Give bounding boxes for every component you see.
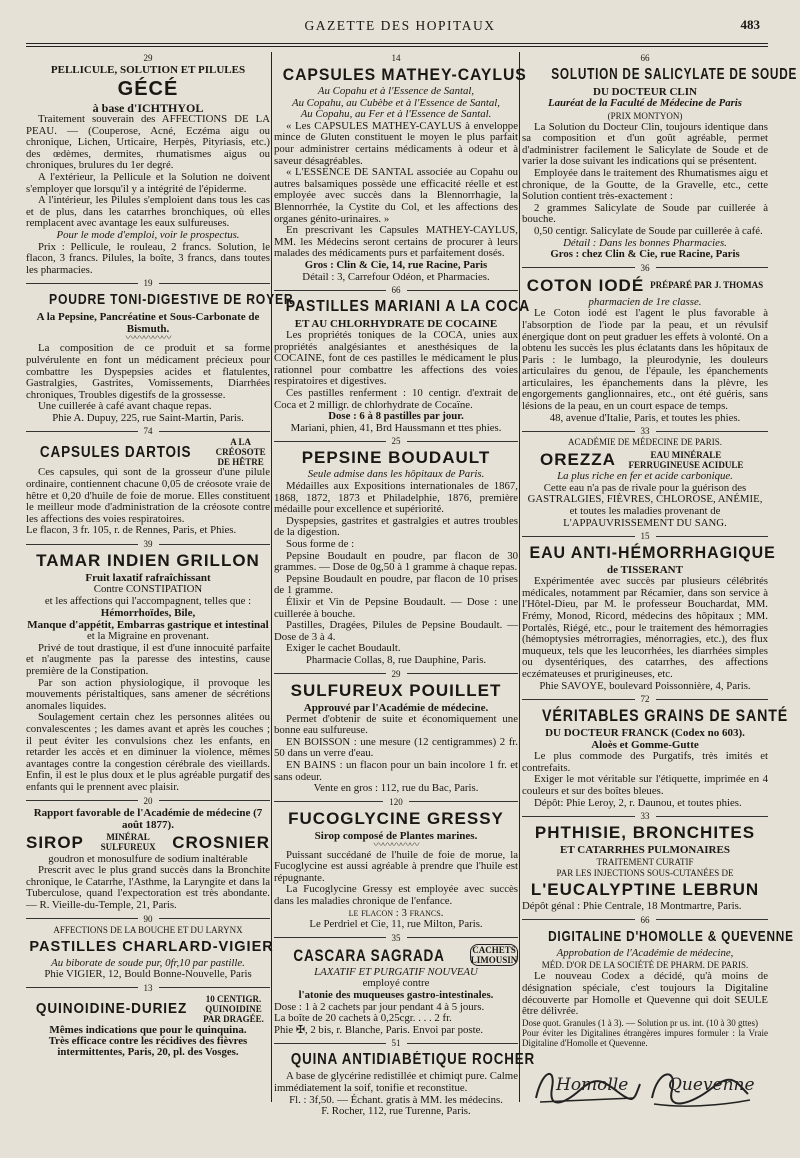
ad-text: Ces capsules, qui sont de la grosseur d'une pilule ordinaire, contiennent chacune 0,05 de créosote vraie de hêtre et 0,20 d'huile de foie de morue. Elles constituent le meilleur mode d'administration de la créosote contre les affections des voies respiratoires. <box>26 466 270 525</box>
ad-title: SIROP <box>26 832 84 852</box>
ad-text: En prescrivant les Capsules MATHEY-CAYLUS, MM. les Médecins seront certains de procurer à leurs malades des médicaments purs et parfaitement dosés. <box>274 224 518 260</box>
signatures-image <box>522 1054 758 1116</box>
ad-separator: 66 <box>522 915 768 925</box>
ad-side-note: A LA CRÉOSOTE DE HÊTRE <box>215 437 266 468</box>
ad-text: Contre CONSTIPATION <box>93 583 203 596</box>
ad-text: F. Rocher, 112, rue Turenne, Paris. <box>321 1105 471 1118</box>
ad-separator: 90 <box>26 914 270 924</box>
ad-tamar-indien <box>26 551 270 794</box>
ad-separator: 72 <box>522 694 768 704</box>
ad-text: Détail : Dans les bonnes Pharmacies. <box>563 236 727 249</box>
ad-text: Dose quot. Granules (1 à 3). — Solution pr us. int. (10 à 30 gttes) <box>522 1017 758 1028</box>
ad-separator: 35 <box>274 933 518 943</box>
ad-pretitle: AFFECTIONS DE LA BOUCHE ET DU LARYNX <box>53 924 243 935</box>
ad-text: Au Copahu, au Fer et à l'Essence de Santal. <box>300 108 492 121</box>
ad-pretitle: PELLICULE, SOLUTION ET PILULES <box>50 64 246 76</box>
wave-ornament: 〰〰〰〰〰 <box>373 839 419 851</box>
ad-text: Phie A. Dupuy, 225, rue Saint-Martin, Paris. <box>52 411 244 424</box>
signature-quevenne: Quevenne <box>668 1074 755 1095</box>
ad-cascara-sagrada <box>274 944 518 1037</box>
ad-text: 0,50 centigr. Salicylate de Soude par cuillerée à café. <box>534 224 763 237</box>
ad-text: Dyspepsies, gastrites et gastralgies et autres troubles de la digestion. <box>274 514 518 539</box>
ad-coton-iode <box>522 274 768 425</box>
ad-text: Pour éviter les Digitalines étrangères impures formuler : la Vraie Digitaline d'Homolle et Quevenne. <box>522 1027 768 1048</box>
ad-text: Permet d'obtenir de suite et économiquement une bonne eau sulfureuse. <box>274 712 518 737</box>
ad-text: Pharmacie Collas, 8, rue Dauphine, Paris. <box>305 653 487 666</box>
ad-text: Aloès et Gomme-Gutte <box>591 739 699 752</box>
column-2 <box>274 52 536 1150</box>
ad-grains-franck <box>522 706 789 809</box>
ad-text: Au Copahu et à l'Essence de Santal, <box>317 85 475 97</box>
ad-title: CROSNIER <box>172 832 270 852</box>
ad-number: 66 <box>640 53 650 63</box>
ad-separator: 51 <box>274 1038 518 1048</box>
ad-text: Approbation de l'Académie de médecine, <box>556 946 734 959</box>
header-rule-top <box>26 43 768 44</box>
ad-text: Seule admise dans les hôpitaux de Paris. <box>307 468 485 481</box>
ad-title: GÉCÉ <box>117 78 179 100</box>
ad-text: « L'ESSENCE DE SANTAL associée au Copahu ou autres balsamiques possède une efficacité réelle et est employée avec succès dans la Blennorrhagie, la Blennorrhée, la Cystite du Col, et les affections des organes génito-urinaires. » <box>274 166 518 225</box>
ad-text: TRAITEMENT CURATIF <box>596 857 694 868</box>
ad-title: CASCARA SAGRADA <box>293 945 445 965</box>
ad-pastilles-mariani <box>274 297 531 434</box>
header-rule-bottom <box>26 46 768 47</box>
ad-text: Le nouveau Codex a décidé, qu'à moins de désignation spéciale, c'est toujours la Digitaline découverte par Homolle et Quevenne qui doit SEULE être délivrée. <box>522 970 768 1018</box>
ad-separator: 120 <box>274 797 518 807</box>
ad-text: Pour le mode d'emploi, voir le prospectus. <box>56 228 240 241</box>
ad-sirop-crosnier <box>26 807 270 912</box>
ad-gece <box>26 53 270 276</box>
ad-subtitle: DU DOCTEUR CLIN <box>593 86 697 98</box>
ad-text: Élixir et Vin de Pepsine Boudault. — Dose : une cuillerée à bouche. <box>274 595 518 620</box>
ad-text: Dose : 6 à 8 pastilles par jour. <box>328 410 464 423</box>
ad-text: Au biborate de soude pur, 0fr,10 par pastille. <box>51 956 245 969</box>
ad-separator: 19 <box>26 278 270 288</box>
ad-separator: 33 <box>522 811 768 821</box>
ad-separator: 13 <box>26 983 270 993</box>
ad-capsules-dartois <box>26 437 270 537</box>
ad-text: Vente en gros : 112, rue du Bac, Paris. <box>313 782 479 795</box>
ad-orezza <box>522 437 768 529</box>
ad-text: A l'intérieur, les Pilules s'emploient dans tous les cas et de plus, dans les catarrhes bronchiques, où elles remplacent avec avantage les eaux sulfureuses. <box>26 194 270 230</box>
ad-title: SULFUREUX POUILLET <box>290 680 502 700</box>
ad-subtitle: à base d'ICHTHYOL <box>92 101 204 115</box>
ad-text: La Fucoglycine Gressy est employée avec succès dans les maladies chronique de l'enfance. <box>274 883 518 908</box>
page-number: 483 <box>740 17 760 32</box>
ad-number: 29 <box>143 53 153 63</box>
ad-text: Phie ✠, 2 bis, r. Blanche, Paris. Envoi par poste. <box>274 1023 484 1036</box>
ad-text: Lauréat de la Faculté de Médecine de Paris <box>547 97 742 109</box>
ad-separator: 15 <box>522 531 768 541</box>
ad-text: Par son action physiologique, il provoque les mouvements péristaltiques, sans amener de sécrétions anomales liquides. <box>26 676 270 712</box>
ad-text: Ces pastilles renferment : 10 centigr. d'extrait de Coca et 2 milligr. de chlorhydrate de Cocaïne. <box>274 387 518 411</box>
ad-mathey-caylus <box>274 53 527 283</box>
wave-ornament: 〰〰〰〰〰 <box>125 333 171 345</box>
ad-text: Dose : 1 à 2 cachets par jour pendant 4 à 5 jours. <box>274 1000 485 1013</box>
ad-text: Employée dans le traitement des Rhumatismes aigu et chronique, de la Goutte, de la Gravelle, etc., cette Solution contient très-exactement : <box>522 166 768 203</box>
ad-charlard-vigier <box>26 924 274 981</box>
ad-title: FUCOGLYCINE GRESSY <box>288 808 504 828</box>
ad-text: Détail : 3, Carrefour Odéon, et Pharmacies. <box>302 270 490 283</box>
ad-poudre-royer <box>26 290 294 424</box>
ad-pretitle: Rapport favorable de l'Académie de médecine (7 août 1877). <box>33 806 263 831</box>
ad-subtitle: de TISSERANT <box>607 564 683 577</box>
ad-text: EN BOISSON : une mesure (12 centigrammes) 2 fr. 50 dans un verre d'eau. <box>274 735 518 760</box>
ad-title: CAPSULES DARTOIS <box>39 443 192 461</box>
ad-side-note: PRÉPARÉ PAR J. THOMAS <box>650 280 764 291</box>
ad-text: GASTRALGIES, FIÈVRES, CHLOROSE, ANÉMIE, <box>527 493 763 506</box>
ad-text: L'APPAUVRISSEMENT DU SANG. <box>563 516 727 529</box>
ad-solution-clin <box>522 53 798 261</box>
ad-separator: 20 <box>26 796 270 806</box>
ad-side-note: CACHETS LIMOUSIN <box>470 945 518 966</box>
ad-text: Expérimentée avec succès par plusieurs célébrités médicales, notamment par Récamier, dans son service à l'Hôtel-Dieu, par M. le professeur Bouchardat, MM. Frémy, Monod, Ricord, médecins des hôpitaux ; MM. Portalès, Riégé, etc., pour le traitement des hémorragies (hémoptysies métrorragies, ménorragies, etc.), des flux muqueux, tels que les leucorrhées, les diarrhées simples ou dysentériques, des catarrhes, des affections eczémateuses et prurigineuses, etc. <box>522 575 768 680</box>
ad-eau-tisserant <box>522 543 776 692</box>
ad-separator: 25 <box>274 436 518 446</box>
ad-text: Au Copahu, au Cubèbe et à l'Essence de Santal, <box>291 96 500 109</box>
ad-text: Prescrit avec le plus grand succès dans la Bronchite chronique, le Catarrhe, l'Asthme, la Laryngite et dans la Tuberculose, quand l'expectoration est très abondante. — R. Vieille-du-Temple, 21, Paris. <box>26 864 270 911</box>
ad-subtitle: Sirop composé de Plantes marines. <box>314 829 478 842</box>
column-3 <box>522 52 798 1150</box>
ad-subtitle: ET CATARRHES PULMONAIRES <box>560 844 730 857</box>
ad-text: Manque d'appétit, Embarras gastrique et intestinal <box>27 619 269 632</box>
ad-text: A base de glycérine redistillée et chimiqt pure. Calme immédiatement la soif, tonifie et reconstitue. <box>274 1070 518 1094</box>
ad-subtitle: Fruit laxatif rafraîchissant <box>85 572 211 585</box>
ad-text: (PRIX MONTYON) <box>607 110 683 121</box>
column-divider-2 <box>519 52 520 1102</box>
ad-pepsine-boudault <box>274 448 518 666</box>
ad-separator: 29 <box>274 669 518 679</box>
ad-text: Une cuillerée à café avant chaque repas. <box>38 400 212 413</box>
ad-separator: 39 <box>26 539 270 549</box>
ad-text: Gros : chez Clin & Cie, rue Racine, Paris <box>550 248 740 261</box>
ad-text: MÉD. D'OR DE LA SOCIÉTÉ DE PHARM. DE PARIS. <box>541 960 749 971</box>
ad-text: Pepsine Boudault en poudre, par flacon de 30 grammes. — Dose de 0g,50 à 1 gramme à chaque repas. <box>274 549 518 574</box>
ad-text: Pepsine Boudault en poudre, par flacon de 10 prises de 1 gramme. <box>274 572 518 597</box>
ad-title: QUINOIDINE-DURIEZ <box>35 1000 187 1018</box>
ad-text: Gros : Clin & Cie, 14, rue Racine, Paris <box>304 258 488 271</box>
ad-text: Exiger le cachet Boudault. <box>286 642 401 655</box>
ad-text: Le flacon, 3 fr. 105, r. de Rennes, Paris, et Phies. <box>26 524 237 537</box>
ad-fucoglycine-gressy <box>274 809 518 931</box>
ad-text: Le Coton iodé est l'agent le plus favorable à l'absorption de l'iode par la peau, et un révulsif énergique dont on peut graduer les effets à volonté. On a obtenu les succès les plus éclatants dans les hôpitaux de Paris : le lumbago, la pleurodynie, les douleurs articulaires du genou, de l'épaule, les épanchements articulaires, les épanchements dans la plèvre, les engorgements ganglionnaires, etc., ont été guéris, sans lésions de la peau, en un court espace de temps. <box>522 307 768 413</box>
page-header <box>0 0 800 46</box>
ad-eucalyptine-lebrun <box>522 823 768 913</box>
ad-title: OREZZA <box>540 450 616 470</box>
ad-text: PAR LES INJECTIONS SOUS-CUTANÉES DE <box>556 868 734 879</box>
ad-side-note: EAU MINÉRALE FERRUGINEUSE ACIDULE <box>628 449 744 470</box>
ad-text: Fl. : 3f,50. — Échant. gratis à MM. les médecins. <box>289 1093 503 1106</box>
ad-text: Phie SAVOYE, boulevard Poissonnière, 4, Paris. <box>539 679 751 692</box>
ad-text: Puissant succédané de l'huile de foie de morue, la Fucoglycine est aussi agréable à prendre que l'huile est répugnante. <box>274 848 518 884</box>
ad-separator: 36 <box>522 263 768 273</box>
ad-text: employé contre <box>362 977 430 990</box>
ad-text: Traitement souverain des AFFECTIONS DE LA PEAU. — (Couperose, Acné, Eczéma aigu ou chronique, Lichen, Urticaire, Herpès, Pityriasis, etc.) des œdèmes, dermites, rhumatismes aigus ou chroniques, brulures du 1er degré. <box>26 113 270 172</box>
ad-text: LAXATIF ET PURGATIF NOUVEAU <box>314 965 478 978</box>
ad-text: Hémorrhoïdes, Bile, <box>100 607 196 620</box>
ad-title: SOLUTION DE SALICYLATE DE SOUDE <box>551 66 798 83</box>
ad-subtitle: A la Pepsine, Pancréatine et Sous-Carbonate de Bismuth. <box>36 311 260 336</box>
ad-text: l'atonie des muqueuses gastro-intestinales. <box>298 989 494 1002</box>
journal-title: GAZETTE DES HOPITAUX <box>304 18 496 33</box>
ad-side-note: 10 CENTIGR. QUINOIDINE PAR DRAGÉE. <box>203 993 264 1024</box>
ad-title: QUINA ANTIDIABÉTIQUE ROCHER <box>290 1051 536 1069</box>
ad-text: EN BAINS : un flacon pour un bain incolore 1 fr. et sans odeur. <box>274 758 518 783</box>
ad-text: Très efficace contre les récidives des fièvres intermittentes, Paris, 20, pl. des Vosges. <box>48 1034 248 1059</box>
ad-text: Sous forme de : <box>286 538 355 550</box>
ad-title: PASTILLES MARIANI A LA COCA <box>285 298 531 316</box>
ad-text: Mêmes indications que pour le quinquina. <box>49 1023 247 1036</box>
ad-text: goudron et monosulfure de sodium inaltérable <box>48 852 248 865</box>
ad-text: Le plus commode des Purgatifs, très imités et contrefaits. <box>522 750 768 774</box>
ad-text: La plus riche en fer et acide carbonique. <box>557 470 733 483</box>
ad-pretitle: ACADÉMIE DE MÉDECINE DE PARIS. <box>568 437 722 448</box>
ad-subtitle: Approuvé par l'Académie de médecine. <box>303 701 489 714</box>
ad-text: Mariani, phien, 41, Brd Haussmann et ttes phies. <box>290 421 502 434</box>
ad-separator: 33 <box>522 426 768 436</box>
ad-title: PHTHISIE, BRONCHITES <box>534 823 756 843</box>
ad-text: La Solution du Docteur Clin, toujours identique dans sa composition et d'un goût agréable, permet d'administrer facilement le Salicylate de Soude et de varier la dose suivant les indications qui se présentent. <box>522 120 768 168</box>
ad-text: Prix : Pellicule, le rouleau, 2 francs. Solution, le flacon, 3 francs. Pilules, la boîte, 3 francs, dans toutes les pharmacies. <box>26 240 270 276</box>
ad-text: « Les CAPSULES MATHEY-CAYLUS à enveloppe mince de Gluten constituent le moyen le plus parfait pour administrer certains médicaments à odeur et à saveur désagréables. <box>274 119 518 167</box>
ad-text: Dépôt: Phie Leroy, 2, r. Daunou, et toutes phies. <box>534 796 742 809</box>
ad-text: Le Perdriel et Cie, 11, rue Milton, Paris. <box>309 918 483 931</box>
ad-text: A l'extérieur, la Pellicule et la Solution ne doivent s'employer que lorsqu'il y a intégrité de l'épiderme. <box>26 170 270 195</box>
ad-title: PEPSINE BOUDAULT <box>301 448 491 468</box>
ad-title: VÉRITABLES GRAINS DE SANTÉ <box>542 706 789 726</box>
ad-sulfureux-pouillet <box>274 681 518 795</box>
ad-title: POUDRE TONI-DIGESTIVE DE ROYER <box>49 291 294 309</box>
ad-text: Les propriétés toniques de la COCA, unies aux propriétés analgésiantes et anesthésiques de la COCAINE, font de ces pastilles le médicament le plus rationnel pour combattre les affections des voies respiratoires et digestives. <box>274 329 518 388</box>
ad-text: 2 grammes Salicylate de Soude par cuillerée à bouche. <box>522 201 768 226</box>
ad-text: et toutes les maladies provenant de <box>569 505 721 518</box>
ad-title: COTON IODÉ <box>526 275 645 295</box>
ad-separator: 66 <box>274 285 518 295</box>
ad-text: 48, avenue d'Italie, Paris, et toutes les phies. <box>549 411 741 424</box>
ad-title: L'EUCALYPTINE LEBRUN <box>530 880 760 900</box>
ad-text: Privé de tout drastique, il est d'une innocuité parfaite et n'augmente pas la paresse des intestins, cause première de la Constipation. <box>26 641 270 677</box>
ad-text: pharmacien de 1re classe. <box>588 295 702 308</box>
ad-digitaline-homolle <box>522 927 794 1120</box>
signature-homolle: Homolle <box>556 1074 629 1095</box>
ad-text: La composition de ce produit et sa forme pulvérulente en font un médicament précieux pour combattre les Dyspepsies acides et flatulentes, Gastralgies, Gastrites, Vomissements, Diarrhées chroniques, Troubles digestifs de la grossesse. <box>26 342 270 401</box>
ad-text: Phie VIGIER, 12, Bould Bonne-Nouvelle, Paris <box>44 968 252 981</box>
ad-text: Médailles aux Expositions internationales de 1867, 1868, 1872, 1873 et Philadelphie, 1876, première médaille pour excellence et supériorité. <box>274 480 518 516</box>
ad-number: 14 <box>391 53 401 63</box>
ad-title: PASTILLES CHARLARD-VIGIER <box>29 937 274 955</box>
ad-title: EAU ANTI-HÉMORRHAGIQUE <box>529 543 776 563</box>
ad-title: DIGITALINE D'HOMOLLE & QUEVENNE <box>548 927 794 945</box>
ad-text: Pastilles, Dragées, Pilules de Pepsine Boudault. — Dose de 3 à 4. <box>274 619 518 643</box>
ad-text: et la Migraine en provenant. <box>86 630 210 643</box>
ad-quina-rocher <box>274 1050 536 1118</box>
ad-subtitle: ET AU CHLORHYDRATE DE COCAINE <box>294 318 498 331</box>
ad-subtitle: DU DOCTEUR FRANCK (Codex no 603). <box>545 727 745 740</box>
ad-separator: 74 <box>26 426 270 436</box>
ad-text: et les affections qui l'accompagnent, telles que : <box>44 594 252 607</box>
column-1 <box>26 52 294 1150</box>
ad-text: La boîte de 20 cachets à 0,25cgr. . . . 2 fr. <box>274 1012 452 1025</box>
ad-text: Dépôt génal : Phie Centrale, 18 Montmartre, Paris. <box>522 900 742 913</box>
ad-text: Soulagement certain chez les personnes alitées ou convalescentes ; les dames avant et après les couches ; il peut éviter les convulsions chez les enfants, en retarder les accès et en diminuer la violence, mêmes avantages contre la congestion cérébrale des vieillards. Enfin, il est le plus doux et le plus agréable purgatif des enfants qui le prennent avec plaisir. <box>26 711 270 793</box>
ad-quinoidine-duriez <box>26 994 270 1059</box>
ad-text: le flacon : 3 francs. <box>348 906 444 919</box>
ad-side-note: MINÉRAL SULFUREUX <box>100 832 156 853</box>
ad-text: Exiger le mot véritable sur l'étiquette, imprimée en 4 couleurs et sur des boîtes bleues. <box>522 773 768 797</box>
ad-title: TAMAR INDIEN GRILLON <box>36 551 260 571</box>
ad-title: CAPSULES MATHEY-CAYLUS <box>282 65 527 84</box>
ad-text: Cette eau n'a pas de rivale pour la guérison des <box>543 481 747 494</box>
